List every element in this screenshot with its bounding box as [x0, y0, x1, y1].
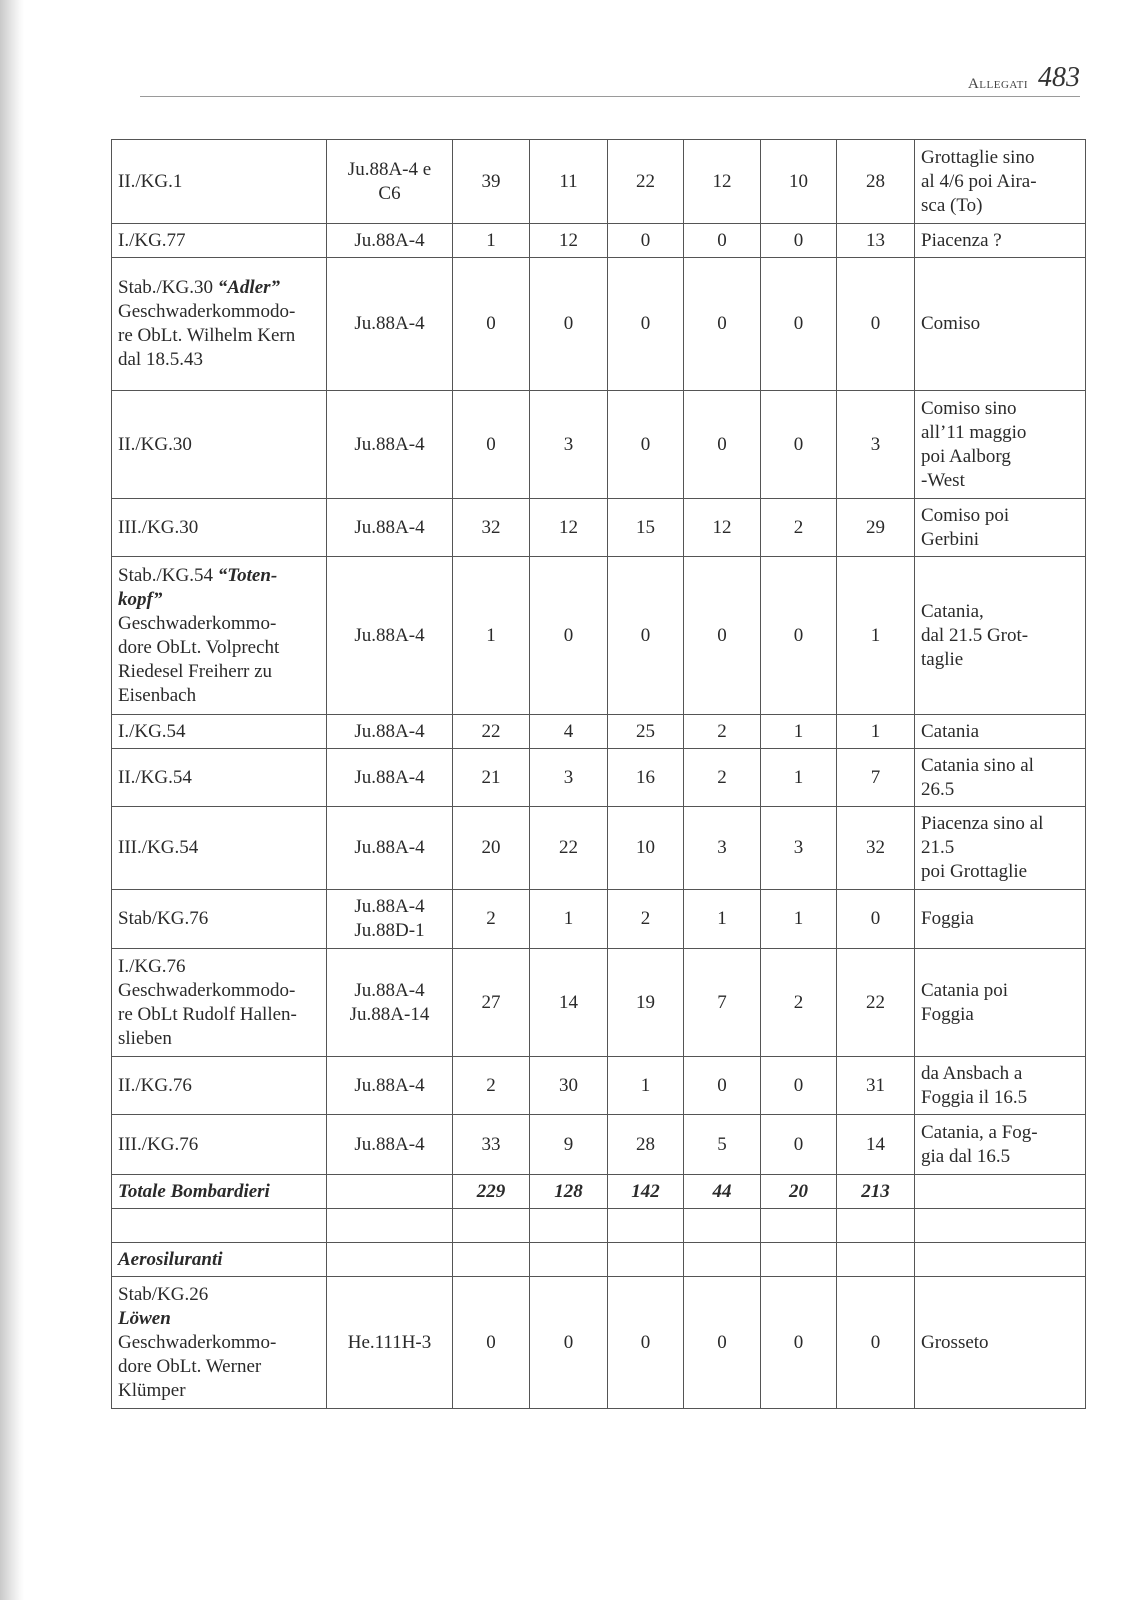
location-line: al 4/6 poi Aira- [921, 170, 1037, 192]
unit-line [118, 1027, 320, 1051]
location-line: Catania, a Fog- [921, 1121, 1038, 1143]
empty-cell [608, 1243, 684, 1277]
unit-line [118, 907, 320, 931]
location-line: all’11 maggio [921, 421, 1027, 443]
value-cell: 30 [530, 1057, 608, 1115]
unit-line [118, 516, 320, 540]
unit-text: Stab/KG.26 [118, 1283, 209, 1305]
unit-text: I./KG.54 [118, 720, 186, 742]
unit-text: Geschwaderkommodo- [118, 301, 296, 322]
table-row [112, 140, 1086, 224]
value-cell: 12 [530, 224, 608, 258]
table-row [112, 949, 1086, 1057]
location-cell [915, 140, 1086, 224]
value-cell: 25 [608, 715, 684, 749]
value-cell: 28 [837, 140, 915, 224]
aircraft-line: Ju.88A-4 [354, 433, 425, 455]
value-cell: 0 [608, 224, 684, 258]
value-cell: 0 [684, 258, 761, 391]
location-line: Catania poi [921, 979, 1009, 1001]
empty-cell [837, 1243, 915, 1277]
location-cell [915, 749, 1086, 807]
unit-line [118, 564, 320, 612]
unit-text: III./KG.54 [118, 837, 199, 858]
empty-cell [684, 1243, 761, 1277]
value-cell: 0 [837, 890, 915, 949]
value-cell: 5 [684, 1115, 761, 1175]
value-cell: 0 [684, 1277, 761, 1409]
location-line: Comiso [921, 313, 981, 334]
value-cell: 22 [530, 807, 608, 890]
location-line: 21.5 [921, 837, 955, 858]
value-cell: 1 [453, 224, 530, 258]
value-cell: 22 [453, 715, 530, 749]
unit-text: Klümper [118, 1379, 186, 1401]
location-line: Grottaglie sino [921, 146, 1035, 168]
value-cell: 2 [608, 890, 684, 949]
value-cell: 0 [608, 391, 684, 499]
table-row [112, 715, 1086, 749]
value-cell: 19 [608, 949, 684, 1057]
value-cell: 13 [837, 224, 915, 258]
value-cell: 32 [453, 499, 530, 557]
table-row [112, 1057, 1086, 1115]
table-row [112, 1115, 1086, 1175]
value-cell: 3 [530, 749, 608, 807]
aircraft-line: Ju.88A-4 [354, 1133, 425, 1155]
value-cell: 0 [761, 1057, 837, 1115]
value-cell: 22 [608, 140, 684, 224]
unit-text: slieben [118, 1027, 172, 1049]
aircraft-line: Ju.88A-4 [354, 979, 425, 1001]
location-line: Catania [921, 720, 980, 742]
location-line: dal 21.5 Grot- [921, 624, 1029, 646]
unit-cell [112, 391, 327, 499]
empty-cell [327, 1243, 453, 1277]
aircraft-line: Ju.88A-4 [354, 624, 425, 646]
unit-line [118, 720, 320, 744]
value-cell: 2 [761, 499, 837, 557]
value-cell: 2 [761, 949, 837, 1057]
value-cell: 2 [453, 890, 530, 949]
unit-text: dore ObLt. Volprecht [118, 636, 280, 658]
value-cell: 0 [608, 557, 684, 715]
empty-cell [915, 1209, 1086, 1243]
empty-cell [761, 1209, 837, 1243]
value-cell: 3 [837, 391, 915, 499]
unit-text: dore ObLt. Werner [118, 1355, 262, 1377]
value-cell: 0 [530, 258, 608, 391]
empty-cell [530, 1243, 608, 1277]
value-cell: 28 [608, 1115, 684, 1175]
aircraft-cell [327, 224, 453, 258]
table-row [112, 258, 1086, 391]
value-cell: 0 [761, 1115, 837, 1175]
value-cell: 0 [761, 258, 837, 391]
aircraft-line: Ju.88A-4 [354, 1074, 425, 1096]
value-cell: 0 [453, 391, 530, 499]
value-cell: 31 [837, 1057, 915, 1115]
table-row [112, 391, 1086, 499]
aircraft-cell [327, 1115, 453, 1175]
unit-line [118, 348, 320, 372]
value-cell: 1 [761, 715, 837, 749]
empty-cell [608, 1209, 684, 1243]
unit-text: Stab/KG.76 [118, 908, 209, 929]
total-value-cell: 128 [530, 1175, 608, 1209]
unit-line [118, 636, 320, 660]
value-cell: 14 [530, 949, 608, 1057]
value-cell: 0 [608, 1277, 684, 1409]
value-cell: 0 [608, 258, 684, 391]
unit-line [118, 684, 320, 708]
unit-cell [112, 715, 327, 749]
aircraft-line: Ju.88A-4 [354, 896, 425, 917]
value-cell: 1 [837, 715, 915, 749]
total-value-cell: 44 [684, 1175, 761, 1209]
unit-line [118, 1074, 320, 1098]
value-cell: 0 [761, 224, 837, 258]
value-cell: 27 [453, 949, 530, 1057]
location-line: Comiso poi [921, 504, 1010, 526]
aircraft-cell [327, 890, 453, 949]
table-row [112, 499, 1086, 557]
empty-cell [684, 1209, 761, 1243]
running-head: Allegati [967, 76, 1028, 92]
table-row [112, 749, 1086, 807]
aircraft-cell [327, 949, 453, 1057]
unit-line [118, 324, 320, 348]
value-cell: 0 [761, 557, 837, 715]
unit-cell [112, 258, 327, 391]
aircraft-line: He.111H-3 [347, 1331, 432, 1353]
unit-text: Geschwaderkommodo- [118, 979, 296, 1001]
aircraft-cell [327, 1277, 453, 1409]
value-cell: 32 [837, 807, 915, 890]
location-line: taglie [921, 648, 964, 670]
location-cell [915, 949, 1086, 1057]
section-label: Aerosiluranti [112, 1243, 327, 1277]
totals-row [112, 1175, 1086, 1209]
location-cell [915, 1057, 1086, 1115]
location-line: poi Grottaglie [921, 861, 1028, 882]
aircraft-line: Ju.88A-4 [354, 766, 425, 788]
empty-cell [453, 1209, 530, 1243]
units-table [111, 139, 1086, 1409]
unit-text: Eisenbach [118, 684, 197, 706]
unit-line [118, 660, 320, 684]
location-line: Piacenza ? [921, 229, 1002, 251]
unit-text: II./KG.30 [118, 433, 192, 455]
unit-cell [112, 140, 327, 224]
table-row [112, 807, 1086, 890]
unit-line [118, 955, 320, 979]
value-cell: 1 [530, 890, 608, 949]
value-cell: 14 [837, 1115, 915, 1175]
aircraft-line: Ju.88A-4 e [347, 158, 432, 180]
total-value-cell: 20 [761, 1175, 837, 1209]
value-cell: 0 [837, 1277, 915, 1409]
unit-text: Stab./KG.30 [118, 277, 213, 298]
unit-line [118, 612, 320, 636]
unit-text: Geschwaderkommo- [118, 612, 277, 634]
location-line: Catania, [921, 600, 984, 622]
unit-text: dal 18.5.43 [118, 349, 203, 370]
unit-cell [112, 807, 327, 890]
location-cell [915, 224, 1086, 258]
value-cell: 29 [837, 499, 915, 557]
location-cell [915, 890, 1086, 949]
location-line: Piacenza sino al [921, 813, 1044, 834]
value-cell: 0 [761, 1277, 837, 1409]
location-line: Foggia [921, 908, 974, 929]
unit-nickname: Löwen [118, 1307, 171, 1329]
value-cell: 0 [684, 1057, 761, 1115]
value-cell: 12 [684, 140, 761, 224]
value-cell: 20 [453, 807, 530, 890]
aircraft-line: Ju.88A-4 [354, 720, 425, 742]
value-cell: 12 [684, 499, 761, 557]
location-cell [915, 391, 1086, 499]
unit-line [118, 979, 320, 1003]
unit-line [118, 1133, 320, 1157]
value-cell: 0 [837, 258, 915, 391]
aircraft-cell [327, 715, 453, 749]
location-line: Catania sino al [921, 754, 1034, 776]
location-cell [915, 557, 1086, 715]
empty-cell [530, 1209, 608, 1243]
location-cell [915, 715, 1086, 749]
aircraft-line: C6 [378, 182, 401, 204]
value-cell: 2 [684, 715, 761, 749]
unit-text: Geschwaderkommo- [118, 1331, 277, 1353]
total-value-cell: 142 [608, 1175, 684, 1209]
aircraft-line: Ju.88D-1 [354, 920, 425, 941]
totals-label: Totale Bombardieri [112, 1175, 327, 1209]
location-line: sca (To) [921, 194, 983, 216]
units-table-body [112, 140, 1086, 1409]
location-cell [915, 1277, 1086, 1409]
unit-cell [112, 749, 327, 807]
unit-cell [112, 1277, 327, 1409]
value-cell: 0 [761, 391, 837, 499]
total-value-cell: 229 [453, 1175, 530, 1209]
empty-cell [915, 1175, 1086, 1209]
aircraft-line: Ju.88A-4 [354, 516, 425, 538]
value-cell: 0 [453, 1277, 530, 1409]
aircraft-cell [327, 1057, 453, 1115]
value-cell: 10 [761, 140, 837, 224]
unit-text: Stab./KG.54 [118, 564, 213, 586]
value-cell: 15 [608, 499, 684, 557]
empty-cell [761, 1243, 837, 1277]
value-cell: 0 [530, 557, 608, 715]
unit-text: II./KG.76 [118, 1074, 192, 1096]
aircraft-line: Ju.88A-4 [354, 837, 425, 858]
location-line: -West [921, 469, 965, 491]
value-cell: 22 [837, 949, 915, 1057]
unit-line [118, 1331, 320, 1355]
table-row [112, 890, 1086, 949]
unit-line [118, 1355, 320, 1379]
value-cell: 16 [608, 749, 684, 807]
empty-cell [112, 1209, 327, 1243]
empty-cell [327, 1175, 453, 1209]
unit-cell [112, 224, 327, 258]
unit-text: II./KG.54 [118, 766, 192, 788]
aircraft-cell [327, 807, 453, 890]
location-line: Foggia [921, 1003, 974, 1025]
unit-line [118, 276, 320, 300]
page-number: 483 [1038, 62, 1080, 93]
value-cell: 0 [684, 224, 761, 258]
empty-cell [837, 1209, 915, 1243]
book-spine-shadow [0, 0, 24, 1600]
value-cell: 1 [837, 557, 915, 715]
location-line: gia dal 16.5 [921, 1145, 1011, 1167]
unit-nickname: “Adler” [217, 277, 281, 298]
value-cell: 9 [530, 1115, 608, 1175]
unit-line [118, 300, 320, 324]
value-cell: 4 [530, 715, 608, 749]
location-cell [915, 807, 1086, 890]
unit-text: II./KG.1 [118, 170, 183, 192]
empty-row [112, 1209, 1086, 1243]
unit-cell [112, 949, 327, 1057]
total-value-cell: 213 [837, 1175, 915, 1209]
aircraft-line: Ju.88A-4 [354, 229, 425, 251]
unit-text: I./KG.76 [118, 955, 186, 977]
value-cell: 1 [684, 890, 761, 949]
empty-cell [327, 1209, 453, 1243]
value-cell: 7 [837, 749, 915, 807]
unit-line [118, 1379, 320, 1403]
aircraft-line: Ju.88A-4 [354, 313, 425, 334]
value-cell: 3 [684, 807, 761, 890]
value-cell: 12 [530, 499, 608, 557]
unit-line [118, 836, 320, 860]
unit-line [118, 1003, 320, 1027]
table-row [112, 557, 1086, 715]
unit-cell [112, 890, 327, 949]
value-cell: 1 [761, 890, 837, 949]
unit-line [118, 170, 320, 194]
unit-nickname: “Toten-kopf” [118, 564, 278, 610]
value-cell: 1 [761, 749, 837, 807]
unit-text: re ObLt. Wilhelm Kern [118, 325, 296, 346]
section-row [112, 1243, 1086, 1277]
location-line: Gerbini [921, 528, 980, 550]
value-cell: 2 [453, 1057, 530, 1115]
aircraft-cell [327, 499, 453, 557]
empty-cell [453, 1243, 530, 1277]
table-row [112, 1277, 1086, 1409]
location-line: Foggia il 16.5 [921, 1086, 1028, 1108]
location-cell [915, 258, 1086, 391]
unit-cell [112, 557, 327, 715]
value-cell: 3 [761, 807, 837, 890]
value-cell: 33 [453, 1115, 530, 1175]
value-cell: 0 [530, 1277, 608, 1409]
unit-text: III./KG.30 [118, 516, 199, 538]
aircraft-cell [327, 391, 453, 499]
unit-line [118, 1283, 320, 1307]
location-cell [915, 1115, 1086, 1175]
aircraft-cell [327, 140, 453, 224]
value-cell: 0 [684, 391, 761, 499]
location-line: poi Aalborg [921, 445, 1011, 467]
location-line: Comiso sino [921, 397, 1017, 419]
unit-text: III./KG.76 [118, 1133, 199, 1155]
unit-cell [112, 1115, 327, 1175]
unit-line [118, 229, 320, 253]
unit-text: re ObLt Rudolf Hallen- [118, 1003, 297, 1025]
value-cell: 10 [608, 807, 684, 890]
value-cell: 1 [608, 1057, 684, 1115]
table-row [112, 224, 1086, 258]
value-cell: 11 [530, 140, 608, 224]
value-cell: 7 [684, 949, 761, 1057]
page-header [140, 62, 1080, 97]
location-cell [915, 499, 1086, 557]
aircraft-cell [327, 557, 453, 715]
aircraft-cell [327, 258, 453, 391]
location-line: 26.5 [921, 778, 955, 800]
unit-cell [112, 1057, 327, 1115]
empty-cell [915, 1243, 1086, 1277]
value-cell: 0 [684, 557, 761, 715]
unit-text: I./KG.77 [118, 229, 186, 251]
value-cell: 1 [453, 557, 530, 715]
location-line: da Ansbach a [921, 1062, 1023, 1084]
value-cell: 39 [453, 140, 530, 224]
unit-line [118, 766, 320, 790]
aircraft-cell [327, 749, 453, 807]
unit-text: Riedesel Freiherr zu [118, 660, 273, 682]
aircraft-line: Ju.88A-14 [349, 1003, 430, 1025]
unit-cell [112, 499, 327, 557]
value-cell: 0 [453, 258, 530, 391]
unit-line [118, 433, 320, 457]
value-cell: 21 [453, 749, 530, 807]
value-cell: 3 [530, 391, 608, 499]
value-cell: 2 [684, 749, 761, 807]
location-line: Grosseto [921, 1331, 989, 1353]
